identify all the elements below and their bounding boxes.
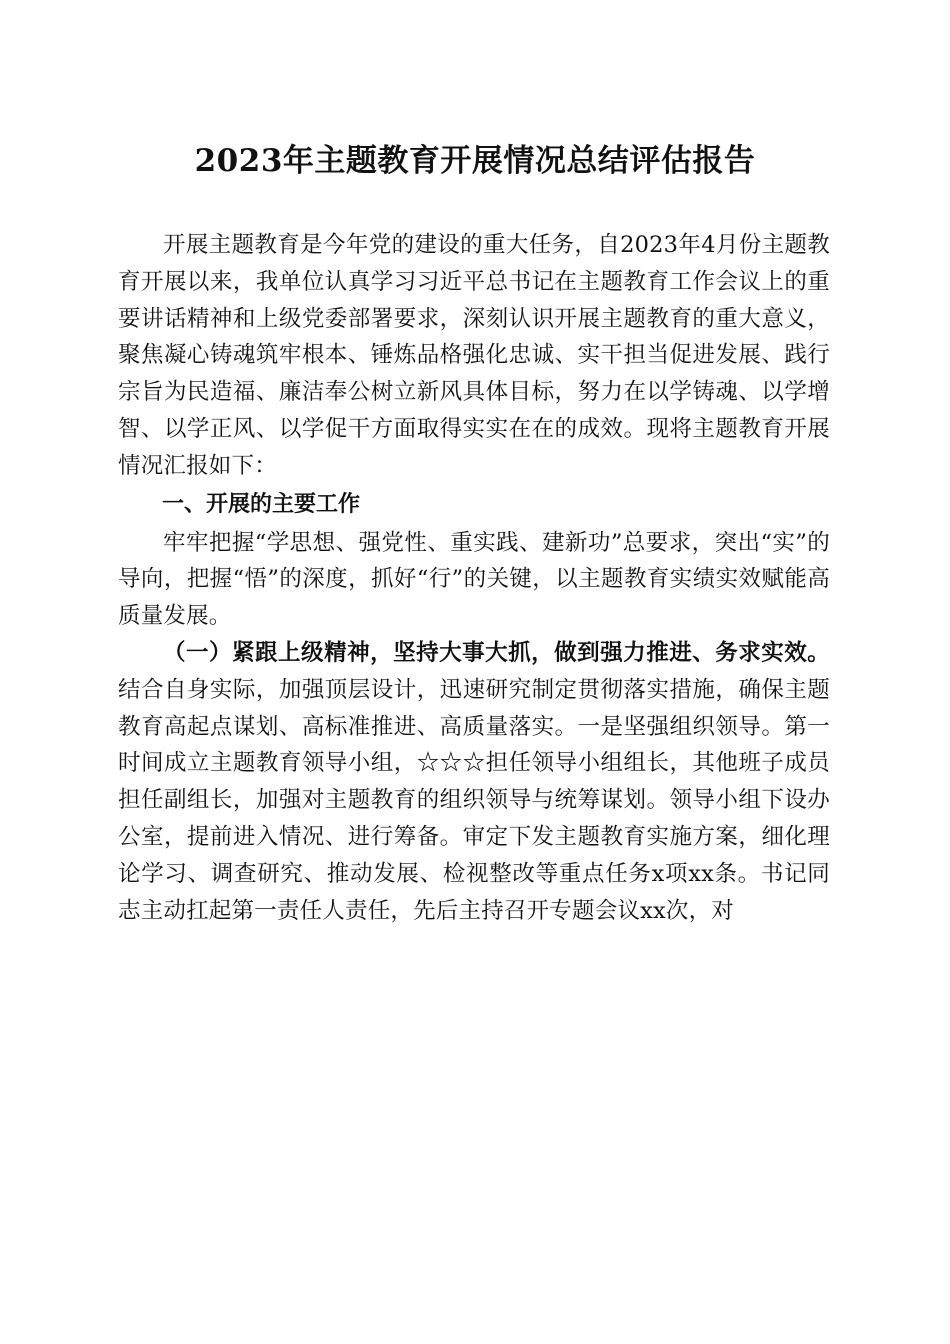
intro-paragraph: 开展主题教育是今年党的建设的重大任务，自2023年4月份主题教育开展以来，我单位认真学习习近平总书记在主题教育工作会议上的重要讲话精神和上级党委部署要求，深刻认识开展主题教育的重大意义，聚焦凝心铸魂筑牢根本、锤炼品格强化忠诚、实干担当促进发展、践行宗旨为民造福、廉洁奉公树立新风具体目标，努力在以学铸魂、以学增智、以学正风、以学促干方面取得实实在在的成效。现将主题教育开展情况汇报如下： (118, 232, 830, 479)
document-body (118, 227, 830, 929)
section-paragraph: 牢牢把握“学思想、强党性、重实践、建新功”总要求，突出“实”的导向，把握“悟”的深度，抓好“行”的关键，以主题教育实绩实效赋能高质量发展。 (118, 529, 830, 630)
subsection-paragraph (118, 635, 830, 929)
subsection-lead: （一）紧跟上级精神，坚持大事大抓，做到强力推进、务求实效。 (163, 639, 830, 666)
subsection-text: 结合自身实际，加强顶层设计，迅速研究制定贯彻落实措施，确保主题教育高起点谋划、高标准推进、高质量落实。一是坚强组织领导。第一时间成立主题教育领导小组，☆☆☆担任领导小组组长，其他班子成员担任副组长，加强对主题教育的组织领导与统筹谋划。领导小组下设办公室，提前进入情况、进行筹备。审定下发主题教育实施方案，细化理论学习、调查研究、推动发展、检视整改等重点任务x项xx条。书记同志主动扛起第一责任人责任，先后主持召开专题会议xx次，对 (118, 676, 830, 924)
document-title: 2023年主题教育开展情况总结评估报告 (194, 143, 756, 179)
section-heading-main-work: 一、开展的主要工作 (162, 491, 361, 517)
